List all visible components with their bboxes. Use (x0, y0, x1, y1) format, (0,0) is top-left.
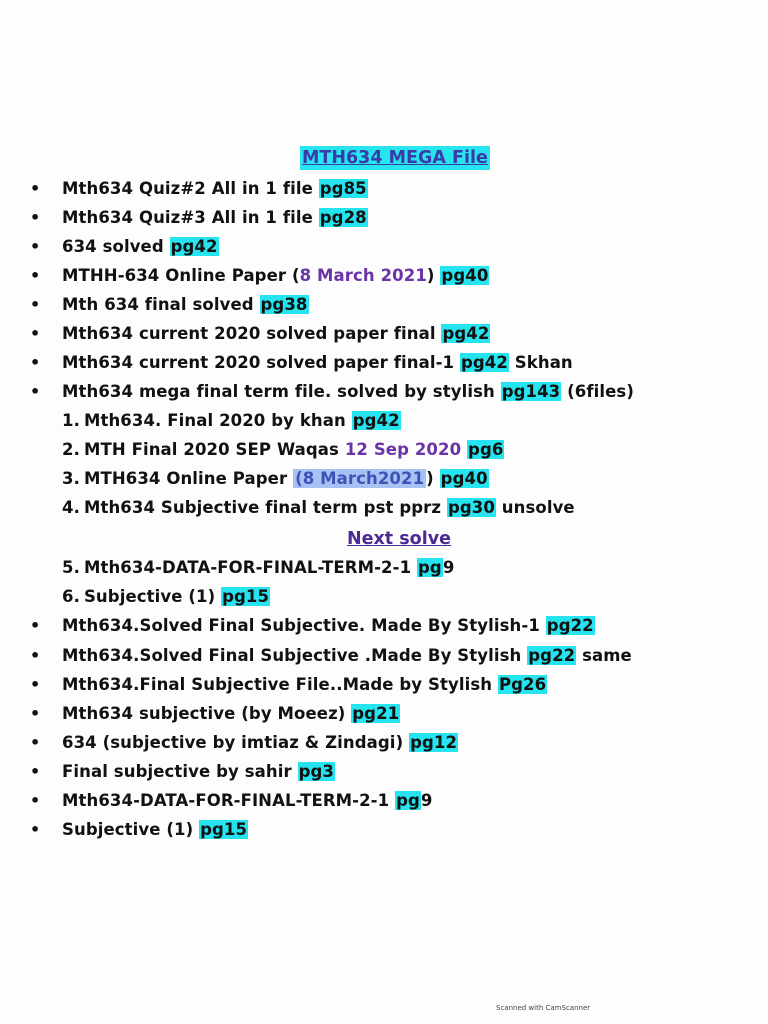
page-ref-highlight: pg3 (298, 762, 335, 781)
page-ref-highlight: pg (418, 558, 442, 577)
list-item (62, 349, 573, 377)
item-text: Mth634.Final Subjective File..Made by Stylish (62, 675, 498, 694)
item-number: 4. (62, 498, 80, 517)
date-text: 12 Sep 2020 (344, 440, 462, 459)
numbered-item (62, 436, 504, 464)
bullet-marker: • (30, 237, 41, 256)
item-text: 634 solved (62, 237, 170, 256)
numbered-item (62, 465, 489, 493)
page-ref-highlight: pg15 (222, 587, 270, 606)
list-item (62, 816, 248, 844)
list-item (62, 729, 458, 757)
bullet-marker: • (30, 733, 41, 752)
numbered-item (62, 583, 270, 611)
item-text: 9 (420, 791, 433, 810)
list-item (62, 642, 632, 670)
list-item (62, 204, 368, 232)
page-ref-highlight: pg30 (447, 498, 495, 517)
bullet-marker: • (30, 353, 41, 372)
bullet-marker: • (30, 820, 41, 839)
page-ref-highlight: pg42 (442, 324, 490, 343)
page-ref-highlight: pg42 (460, 353, 508, 372)
item-number: 2. (62, 440, 80, 459)
item-text: Mth634.Solved Final Subjective. Made By Stylish-1 (62, 616, 546, 635)
page-ref-highlight: pg (396, 791, 420, 810)
page-ref-highlight: pg42 (170, 237, 218, 256)
item-text: Mth634 current 2020 solved paper final-1 (62, 353, 460, 372)
list-item (62, 612, 595, 640)
item-number: 6. (62, 587, 80, 606)
bullet-marker: • (30, 791, 41, 810)
date-text: 8 March 2021 (299, 266, 427, 285)
item-text: MTHH-634 Online Paper ( (62, 266, 300, 285)
item-number: 5. (62, 558, 80, 577)
page-title: MTH634 MEGA File (302, 148, 488, 168)
page-ref-highlight: pg40 (441, 266, 489, 285)
item-text: Mth634 subjective (by Moeez) (62, 704, 352, 723)
page-ref-highlight: pg40 (440, 469, 488, 488)
numbered-item (62, 407, 401, 435)
list-item (62, 378, 634, 406)
list-item (62, 291, 309, 319)
item-text: 634 (subjective by imtiaz & Zindagi) (62, 733, 410, 752)
bullet-marker: • (30, 616, 41, 635)
bullet-marker: • (30, 324, 41, 343)
page-ref-highlight: pg22 (528, 646, 576, 665)
item-text: ) (426, 266, 441, 285)
item-number: 1. (62, 411, 80, 430)
bullet-marker: • (30, 704, 41, 723)
page-ref-highlight: pg6 (468, 440, 504, 459)
item-text: ) (426, 469, 440, 488)
page-ref-highlight: pg85 (319, 179, 367, 198)
list-item (62, 758, 335, 786)
page-ref-highlight: pg28 (319, 208, 367, 227)
bullet-marker: • (30, 295, 41, 314)
list-item (62, 671, 547, 699)
item-text: MTH Final 2020 SEP Waqas (83, 440, 345, 459)
item-text: (6files) (561, 382, 634, 401)
item-text: Mth634. Final 2020 by khan (83, 411, 352, 430)
item-text: Mth634-DATA-FOR-FINAL-TERM-2-1 (83, 558, 418, 577)
bullet-marker: • (30, 762, 41, 781)
numbered-item (62, 554, 454, 582)
bullet-marker: • (30, 382, 41, 401)
page-ref-highlight: pg21 (352, 704, 400, 723)
item-number: 3. (62, 469, 80, 488)
bullet-marker: • (30, 266, 41, 285)
page-ref-highlight: pg12 (410, 733, 458, 752)
bullet-marker: • (30, 179, 41, 198)
page-ref-highlight: pg143 (501, 382, 561, 401)
page-ref-highlight: pg22 (546, 616, 594, 635)
selected-date-text: (8 March2021 (295, 469, 425, 488)
bullet-marker: • (30, 646, 41, 665)
item-text: Mth634 mega final term file. solved by stylish (62, 382, 501, 401)
page-ref-highlight: Pg26 (498, 675, 547, 694)
item-text: Subjective (1) (83, 587, 222, 606)
item-text: Final subjective by sahir (62, 762, 298, 781)
item-text: 9 (442, 558, 455, 577)
numbered-item (62, 494, 575, 522)
item-text: same (576, 646, 632, 665)
item-text: Mth634 Subjective final term pst pprz (83, 498, 447, 517)
item-text: MTH634 Online Paper (83, 469, 294, 488)
item-text: Mth634 Quiz#3 All in 1 file (62, 208, 319, 227)
list-item (62, 700, 400, 728)
item-text: Mth634-DATA-FOR-FINAL-TERM-2-1 (62, 791, 396, 810)
list-item (62, 233, 219, 261)
item-text: Skhan (508, 353, 573, 372)
list-item (62, 262, 489, 290)
scanner-watermark: Scanned with CamScanner (496, 1004, 591, 1012)
section-heading: Next solve (347, 529, 451, 549)
list-item (62, 175, 368, 203)
item-text: Mth 634 final solved (62, 295, 260, 314)
page-ref-highlight: pg42 (352, 411, 400, 430)
item-text: unsolve (495, 498, 575, 517)
bullet-marker: • (30, 208, 41, 227)
page-ref-highlight: pg15 (200, 820, 248, 839)
list-item (62, 320, 490, 348)
list-item (62, 787, 432, 815)
bullet-marker: • (30, 675, 41, 694)
page-ref-highlight: pg38 (260, 295, 308, 314)
item-text: Mth634.Solved Final Subjective .Made By Stylish (62, 646, 528, 665)
item-text: Subjective (1) (62, 820, 200, 839)
item-text: Mth634 Quiz#2 All in 1 file (62, 179, 319, 198)
item-text: Mth634 current 2020 solved paper final (62, 324, 442, 343)
